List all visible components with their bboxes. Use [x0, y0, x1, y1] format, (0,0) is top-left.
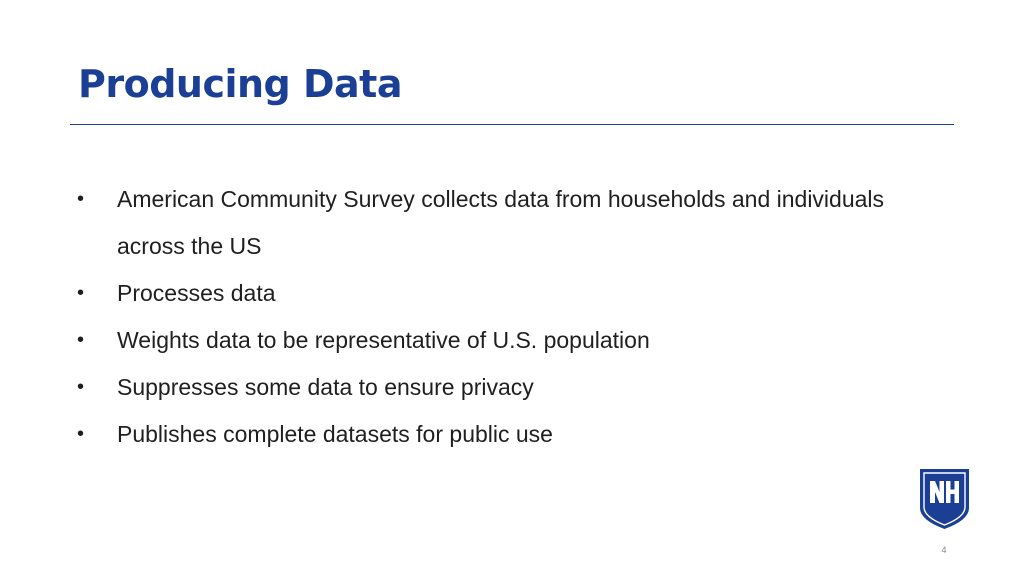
unh-shield-logo-icon	[919, 468, 970, 530]
bullet-list	[72, 176, 902, 458]
bullet-item	[72, 364, 902, 411]
bullet-item	[72, 317, 902, 364]
bullet-item	[72, 270, 902, 317]
bullet-item	[72, 176, 902, 270]
bullet-icon: •	[77, 282, 85, 304]
bullet-text: Publishes complete datasets for public use	[117, 421, 553, 447]
bullet-item	[72, 411, 902, 458]
bullet-icon: •	[77, 188, 85, 210]
bullet-text: American Community Survey collects data from households and individuals across the US	[117, 186, 885, 259]
title-divider	[70, 124, 954, 125]
bullet-text: Weights data to be representative of U.S. population	[117, 327, 650, 353]
bullet-text: Suppresses some data to ensure privacy	[117, 374, 534, 400]
slide-title: Producing Data	[78, 62, 402, 106]
bullet-icon: •	[77, 376, 85, 398]
bullet-icon: •	[77, 329, 85, 351]
bullet-icon: •	[77, 423, 85, 445]
bullet-text: Processes data	[117, 280, 276, 306]
page-number: 4	[941, 545, 947, 555]
